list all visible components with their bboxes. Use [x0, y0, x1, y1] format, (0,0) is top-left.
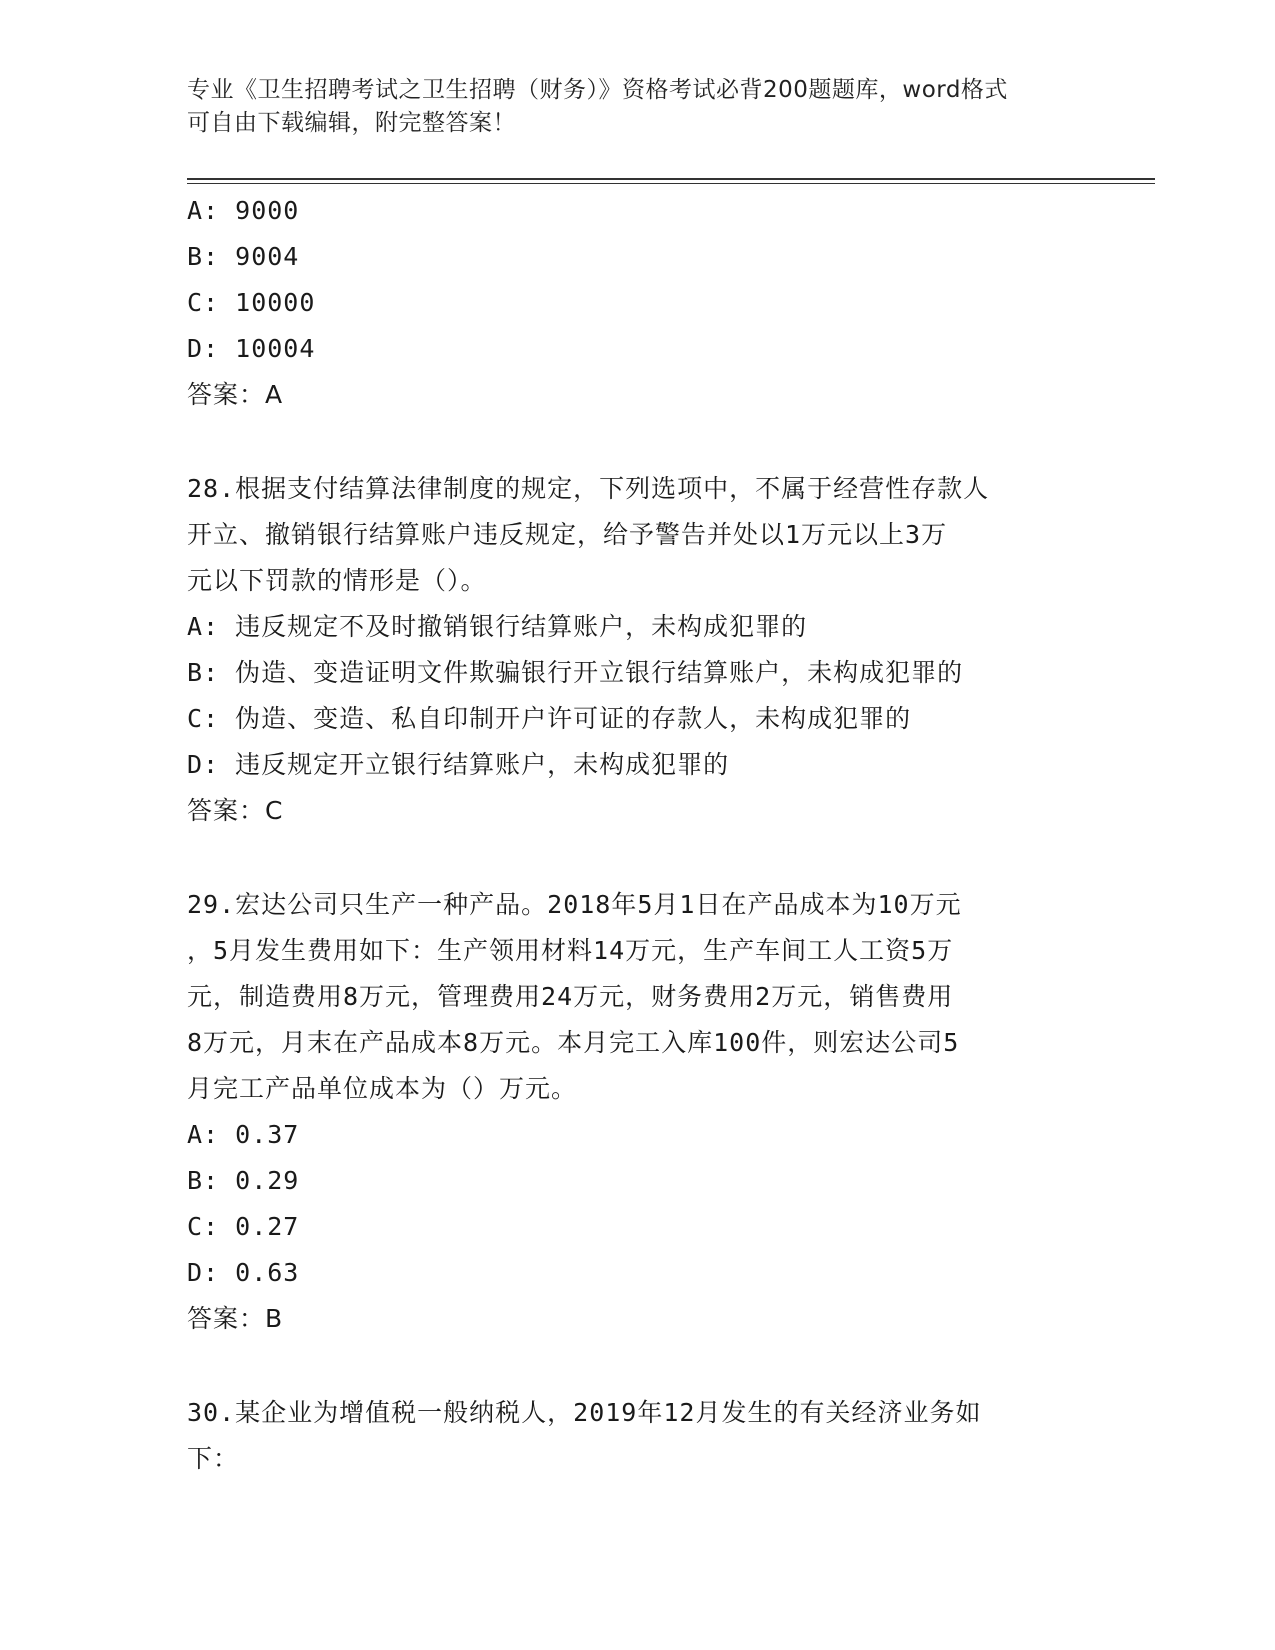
question-content [187, 188, 1087, 1482]
document-header [187, 74, 1067, 140]
question-stem-line: 28.根据支付结算法律制度的规定，下列选项中，不属于经营性存款人 [187, 474, 990, 503]
question-stem-line: 元以下罚款的情形是（）。 [187, 566, 487, 595]
spacer [187, 1342, 1087, 1390]
question-29 [187, 882, 1087, 1342]
option-d: D: 0.63 [187, 1258, 300, 1287]
question-stem-line: 30.某企业为增值税一般纳税人，2019年12月发生的有关经济业务如 [187, 1398, 982, 1427]
header-title-line-2: 可自由下载编辑，附完整答案！ [187, 110, 516, 136]
option-a: A: 违反规定不及时撤销银行结算账户，未构成犯罪的 [187, 612, 808, 641]
option-a: A: 0.37 [187, 1120, 300, 1149]
header-divider-thin [187, 183, 1155, 184]
option-c: C: 伪造、变造、私自印制开户许可证的存款人，未构成犯罪的 [187, 704, 912, 733]
answer: 答案：C [187, 796, 284, 825]
question-stem-line: 元，制造费用8万元，管理费用24万元，财务费用2万元，销售费用 [187, 982, 954, 1011]
question-stem-line: 29.宏达公司只生产一种产品。2018年5月1日在产品成本为10万元 [187, 890, 962, 919]
option-c: C: 10000 [187, 288, 316, 317]
option-d: D: 10004 [187, 334, 316, 363]
header-divider-thick [187, 178, 1155, 180]
question-30 [187, 1390, 1087, 1482]
spacer [187, 834, 1087, 882]
option-c: C: 0.27 [187, 1212, 300, 1241]
question-stem-line: 8万元，月末在产品成本8万元。本月完工入库100件，则宏达公司5 [187, 1028, 960, 1057]
question-stem-line: 月完工产品单位成本为（）万元。 [187, 1074, 578, 1103]
answer: 答案：A [187, 380, 284, 409]
question-27 [187, 188, 1087, 418]
option-a: A: 9000 [187, 196, 300, 225]
option-b: B: 伪造、变造证明文件欺骗银行开立银行结算账户，未构成犯罪的 [187, 658, 964, 687]
answer: 答案：B [187, 1304, 284, 1333]
question-stem-line: ，5月发生费用如下：生产领用材料14万元，生产车间工人工资5万 [187, 936, 954, 965]
question-stem-line: 下： [187, 1444, 240, 1473]
spacer [187, 418, 1087, 466]
option-b: B: 9004 [187, 242, 300, 271]
question-stem-line: 开立、撤销银行结算账户违反规定，给予警告并处以1万元以上3万 [187, 520, 948, 549]
question-28 [187, 466, 1087, 834]
option-b: B: 0.29 [187, 1166, 300, 1195]
header-title-line-1: 专业《卫生招聘考试之卫生招聘（财务）》资格考试必背200题题库，word格式 [187, 77, 1008, 103]
option-d: D: 违反规定开立银行结算账户，未构成犯罪的 [187, 750, 730, 779]
